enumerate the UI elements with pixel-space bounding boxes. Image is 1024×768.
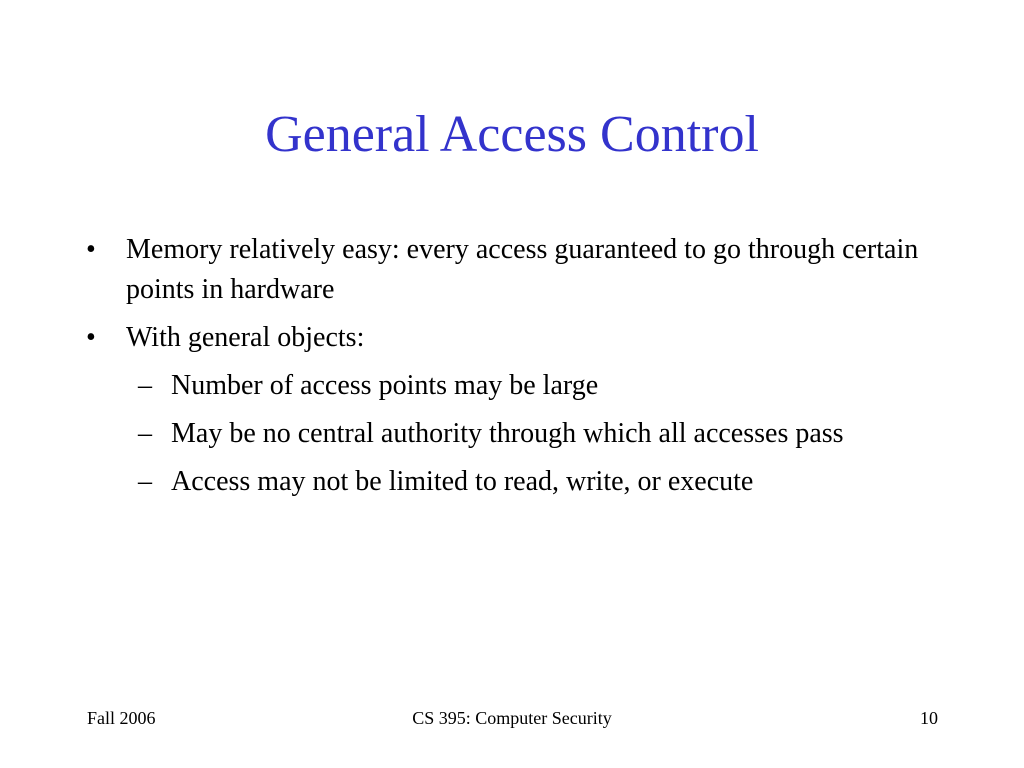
bullet-item (86, 318, 946, 358)
slide-number: 10 (920, 708, 938, 728)
bullet-marker: • (86, 234, 96, 265)
footer-course: CS 395: Computer Security (412, 708, 612, 728)
footer-date: Fall 2006 (87, 708, 156, 728)
sub-bullet-item (86, 462, 946, 502)
slide-title: General Access Control (265, 106, 759, 163)
bullet-list (86, 230, 946, 510)
sub-bullet-item (86, 414, 946, 454)
sub-bullet-text: Access may not be limited to read, write, or execute (171, 466, 754, 497)
sub-bullet-text: Number of access points may be large (171, 370, 599, 401)
sub-bullet-item (86, 366, 946, 406)
bullet-text: With general objects: (126, 322, 365, 353)
bullet-text: Memory relatively easy: every access guaranteed to go through certain points in hardware (126, 234, 919, 305)
sub-bullet-text: May be no central authority through which all accesses pass (171, 418, 844, 449)
sub-bullet-group (86, 366, 946, 502)
bullet-item (86, 230, 946, 310)
bullet-marker: • (86, 322, 96, 353)
sub-bullet-list (86, 366, 946, 502)
sub-bullet-marker: – (138, 418, 152, 449)
sub-bullet-marker: – (138, 370, 152, 401)
sub-bullet-marker: – (138, 466, 152, 497)
